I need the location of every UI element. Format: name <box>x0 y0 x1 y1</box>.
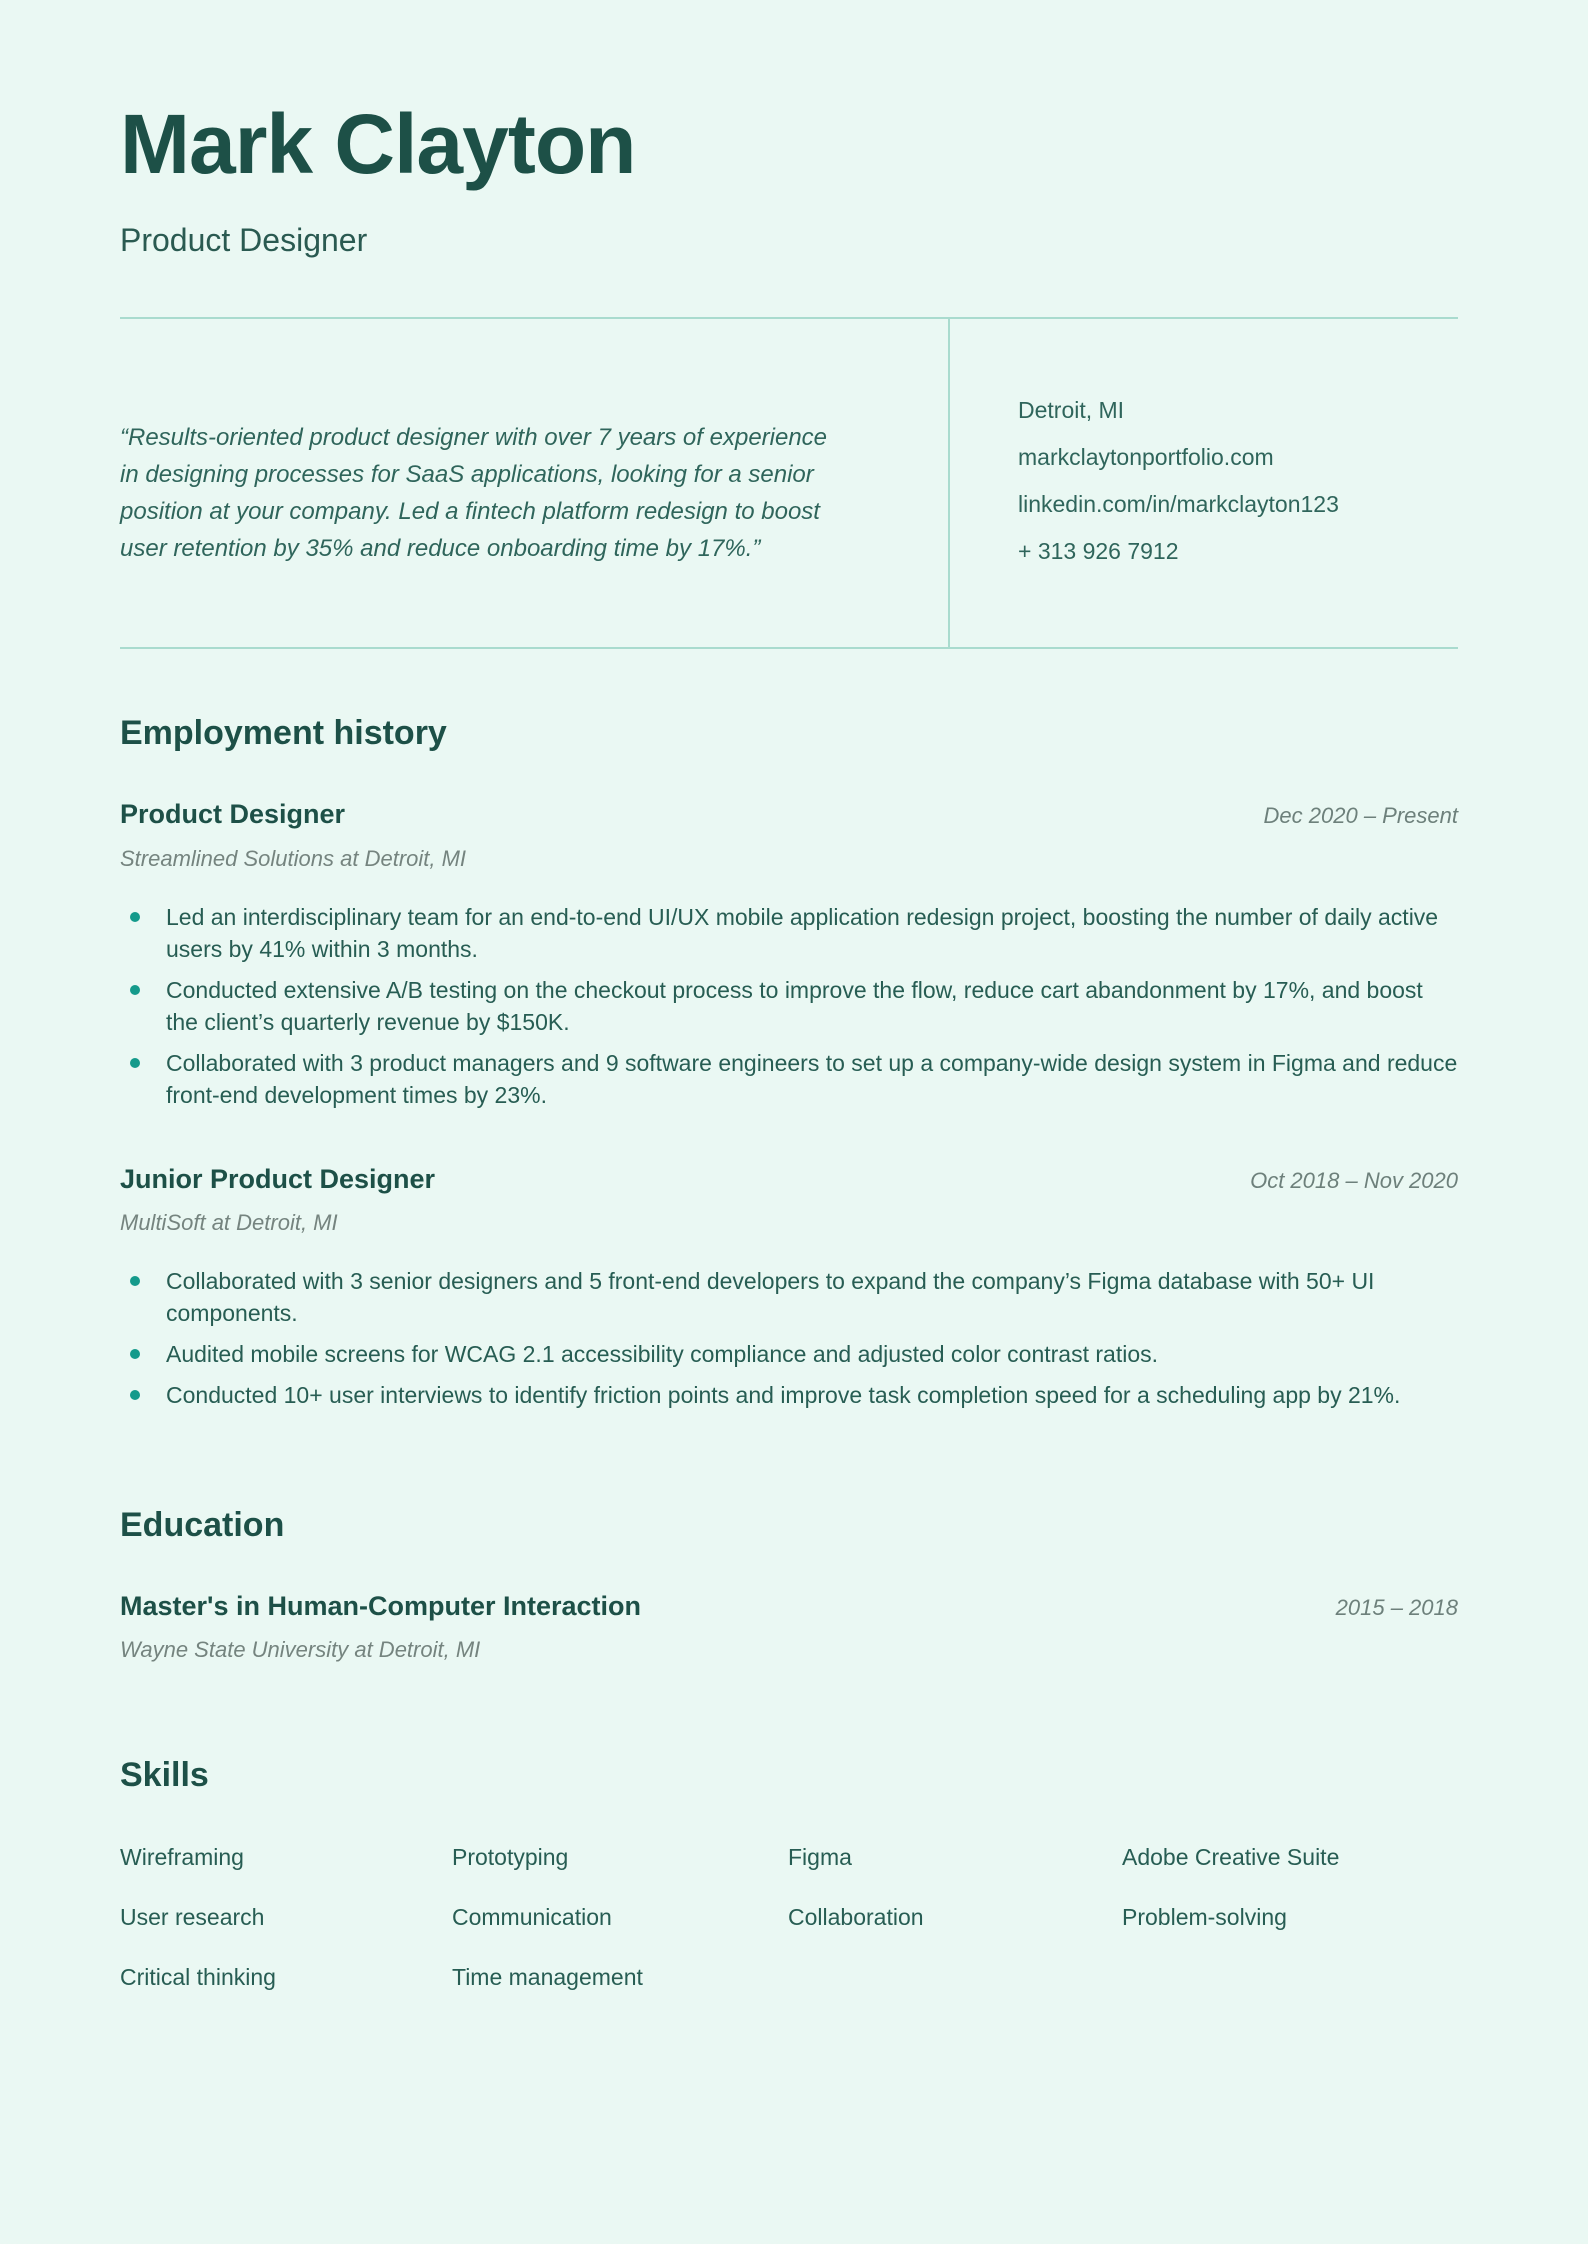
contact-linkedin: linkedin.com/in/markclayton123 <box>1018 491 1339 518</box>
skill-item: Prototyping <box>452 1843 569 1870</box>
skill-item: Critical thinking <box>120 1963 276 1990</box>
skills-heading: Skills <box>120 1756 209 1795</box>
contact-phone: + 313 926 7912 <box>1018 538 1179 565</box>
skills-grid <box>120 1844 1458 1991</box>
resume-header <box>120 98 1458 259</box>
job-entry <box>120 798 1458 1110</box>
skill-item: Wireframing <box>120 1843 244 1870</box>
job-company: MultiSoft at Detroit, MI <box>120 1209 338 1235</box>
summary-quote: “Results-oriented product designer with over 7 years of experience in designing processes for SaaS applications, looking for a senior position at your company. Led a fintech platform redesign to boost user retention by 35% and reduce onboarding time by 17%.” <box>120 424 828 563</box>
skill-item: Adobe Creative Suite <box>1122 1843 1340 1870</box>
job-company: Streamlined Solutions at Detroit, MI <box>120 845 467 871</box>
contact-location: Detroit, MI <box>1018 397 1125 424</box>
job-title: Junior Product Designer <box>120 1163 436 1194</box>
contact-column <box>950 319 1458 647</box>
job-bullet: Conducted 10+ user interviews to identify friction points and improve task completion speed for a scheduling app by 21%. <box>120 1379 1458 1411</box>
section-employment <box>120 713 1458 1411</box>
job-title: Product Designer <box>120 799 346 830</box>
candidate-name: Mark Clayton <box>120 97 636 191</box>
candidate-title: Product Designer <box>120 222 368 259</box>
section-skills <box>120 1755 1458 1991</box>
employment-heading: Employment history <box>120 714 447 753</box>
job-bullet: Audited mobile screens for WCAG 2.1 accessibility compliance and adjusted color contrast ratios. <box>120 1338 1458 1370</box>
summary-quote-column <box>120 319 950 647</box>
skill-item: Time management <box>452 1963 643 1990</box>
job-bullet: Led an interdisciplinary team for an end-to-end UI/UX mobile application redesign project, boosting the number of daily active users by 41% within 3 months. <box>120 901 1458 965</box>
skill-item: Figma <box>788 1843 852 1870</box>
education-heading: Education <box>120 1505 285 1544</box>
skill-item: User research <box>120 1903 265 1930</box>
job-bullet-list <box>120 1265 1458 1411</box>
job-bullet: Collaborated with 3 product managers and 9 software engineers to set up a company-wide design system in Figma and reduce front-end development times by 23%. <box>120 1047 1458 1111</box>
skill-item: Collaboration <box>788 1903 924 1930</box>
education-entry-head <box>120 1590 1458 1622</box>
job-entry-head <box>120 1163 1458 1195</box>
skill-item: Problem-solving <box>1122 1903 1287 1930</box>
education-dates: 2015 – 2018 <box>1335 1594 1458 1620</box>
degree-title: Master's in Human-Computer Interaction <box>120 1590 641 1621</box>
section-education <box>120 1505 1458 1663</box>
education-entry <box>120 1590 1458 1663</box>
job-entry <box>120 1163 1458 1411</box>
job-dates: Dec 2020 – Present <box>1263 803 1458 829</box>
contact-website: markclaytonportfolio.com <box>1018 444 1274 471</box>
job-dates: Oct 2018 – Nov 2020 <box>1250 1167 1458 1193</box>
job-bullet-list <box>120 901 1458 1111</box>
job-bullet: Collaborated with 3 senior designers and 5 front-end developers to expand the company’s Figma database with 50+ UI components. <box>120 1265 1458 1329</box>
job-entry-head <box>120 798 1458 830</box>
job-bullet: Conducted extensive A/B testing on the checkout process to improve the flow, reduce cart abandonment by 17%, and boost the client’s quarterly revenue by $150K. <box>120 974 1458 1038</box>
contact-list <box>1018 399 1458 563</box>
summary-band <box>120 317 1458 649</box>
skill-item: Communication <box>452 1903 612 1930</box>
education-school: Wayne State University at Detroit, MI <box>120 1637 481 1663</box>
